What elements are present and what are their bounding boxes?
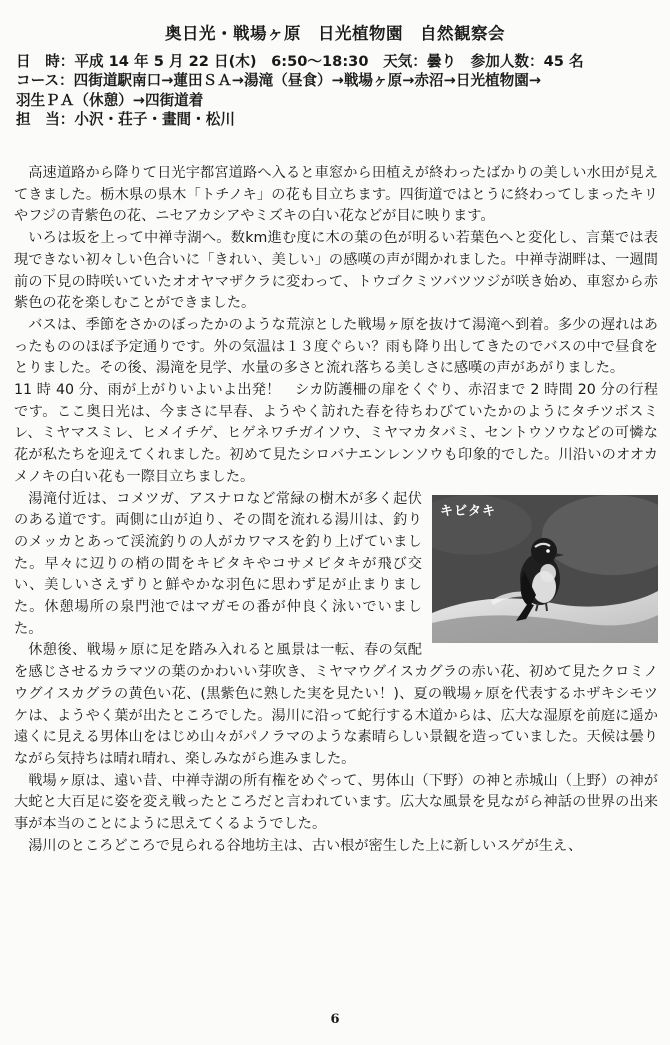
article-body [14,163,658,858]
photo-caption: キビタキ [440,503,497,519]
bird-photo [432,495,658,643]
paragraph-7: 戦場ヶ原は、遠い昔、中禅寺湖の所有権をめぐって、男体山（下野）の神と赤城山（上野）の神が大蛇と大百足に姿を変え戦ったところだと言われています。広大な風景を見ながら神話の世界の出来事が本当のことにように思えてくるようでした。 [14,772,658,833]
course-line-2: 羽生ＰＡ（休憩）→四街道着 [16,91,204,109]
paragraph-1: 高速道路から降りて日光宇都宮道路へ入ると車窓から田植えが終わったばかりの美しい水田が見えてきました。栃木県の県木「トチノキ」の花も目立ちます。四街道ではとうに終わってしまったキリやフジの青紫色の花、ニセアカシアやミズキの白い花などが目に映ります。 [14,165,658,225]
page-title: 奥日光・戦場ヶ原 日光植物園 自然観察会 [165,24,505,43]
paragraph-2: いろは坂を上って中禅寺湖へ。数km進む度に木の葉の色が明るい若葉色へと変化し、言葉では表現できない初々しい色合いに「きれい、美しい」の感嘆の声が聞かれました。中禅寺湖畔は、一週間前の下見の時咲いていたオオヤマザクラに変わって、トウゴクミツバツツジが咲き始め、車窓から赤紫色の花を楽しむことができました。 [14,230,658,312]
paragraph-3: バスは、季節をさかのぼったかのような荒涼とした戦場ヶ原を抜けて湯滝へ到着。多少の遅れはあったもののほぼ予定通りです。外の気温は１３度ぐらい？雨も降り出してきたのでバスの中で昼食をとりました。その後、湯滝を見学、水量の多さと流れ落ちる美しさに感嘆の声があがりました。 [14,316,658,377]
course-line-1: コース：四街道駅南口→蓮田ＳＡ→湯滝（昼食）→戦場ヶ原→赤沼→日光植物園→ [16,72,542,90]
paragraph-8: 湯川のところどころで見られる谷地坊主は、古い根が密生した上に新しいスゲが生え、 [28,837,583,854]
paragraph-6: 休憩後、戦場ヶ原に足を踏み入れると風景は一転、春の気配を感じさせるカラマツの葉のかわいい芽吹き、ミヤマウグイスカグラの赤い花、初めて見たクロミノウグイスカグラの黄色い花、(黒紫色に熟した実を見たい！)、夏の戦場ヶ原を代表するホザキシモツケは、ようやく葉が出たところでした。湯川に沿って蛇行する木道からは、広大な湿原を前庭に遥か遠くに見える男体山をはじめ山々がパノラマのような素晴らしい景観を造っていました。天候は曇りながら気持ちは晴れ晴れ、楽しみながら進みました。 [14,642,658,767]
page-number: 6 [330,1012,340,1027]
paragraph-4: 11 時 40 分、雨が上がりいよいよ出発！ シカ防護柵の扉をくぐり、赤沼まで 2 時間 20 分の行程です。ここ奥日光は、今まさに早春、ようやく訪れた春を待ちわびていたかのようにタチツボスミレ、ミヤマスミレ、ヒメイチゲ、ヒゲネワチガイソウ、ミヤマカタバミ、セントウソウなどの可憐な花が私たちを迎えてくれました。初めて見たシロバナエンレンソウも印象的でした。川沿いのオオカメノキの白い花も一際目立ちました。 [14,382,658,485]
event-info [16,52,656,130]
paragraph-5: 湯滝付近は、コメツガ、アスナロなど常緑の樹木が多く起伏のある道です。両側に山が迫り、その間を流れる湯川は、釣りのメッカとあって渓流釣りの人がカワマスを釣り上げていました。早々に辺りの梢の間をキビタキやコサメビタキが飛び交い、美しいさえずりと鮮やかな羽色に思わず足が止まりました。休憩場所の泉門池ではマガモの番が仲良く泳いでいました。 [14,490,422,637]
staff-line: 担 当：小沢・荘子・畫間・松川 [16,111,235,129]
date-line: 日 時：平成 14 年 5 月 22 日(木) 6:50～18:30 天気：曇り 参加人数：45 名 [16,53,584,70]
